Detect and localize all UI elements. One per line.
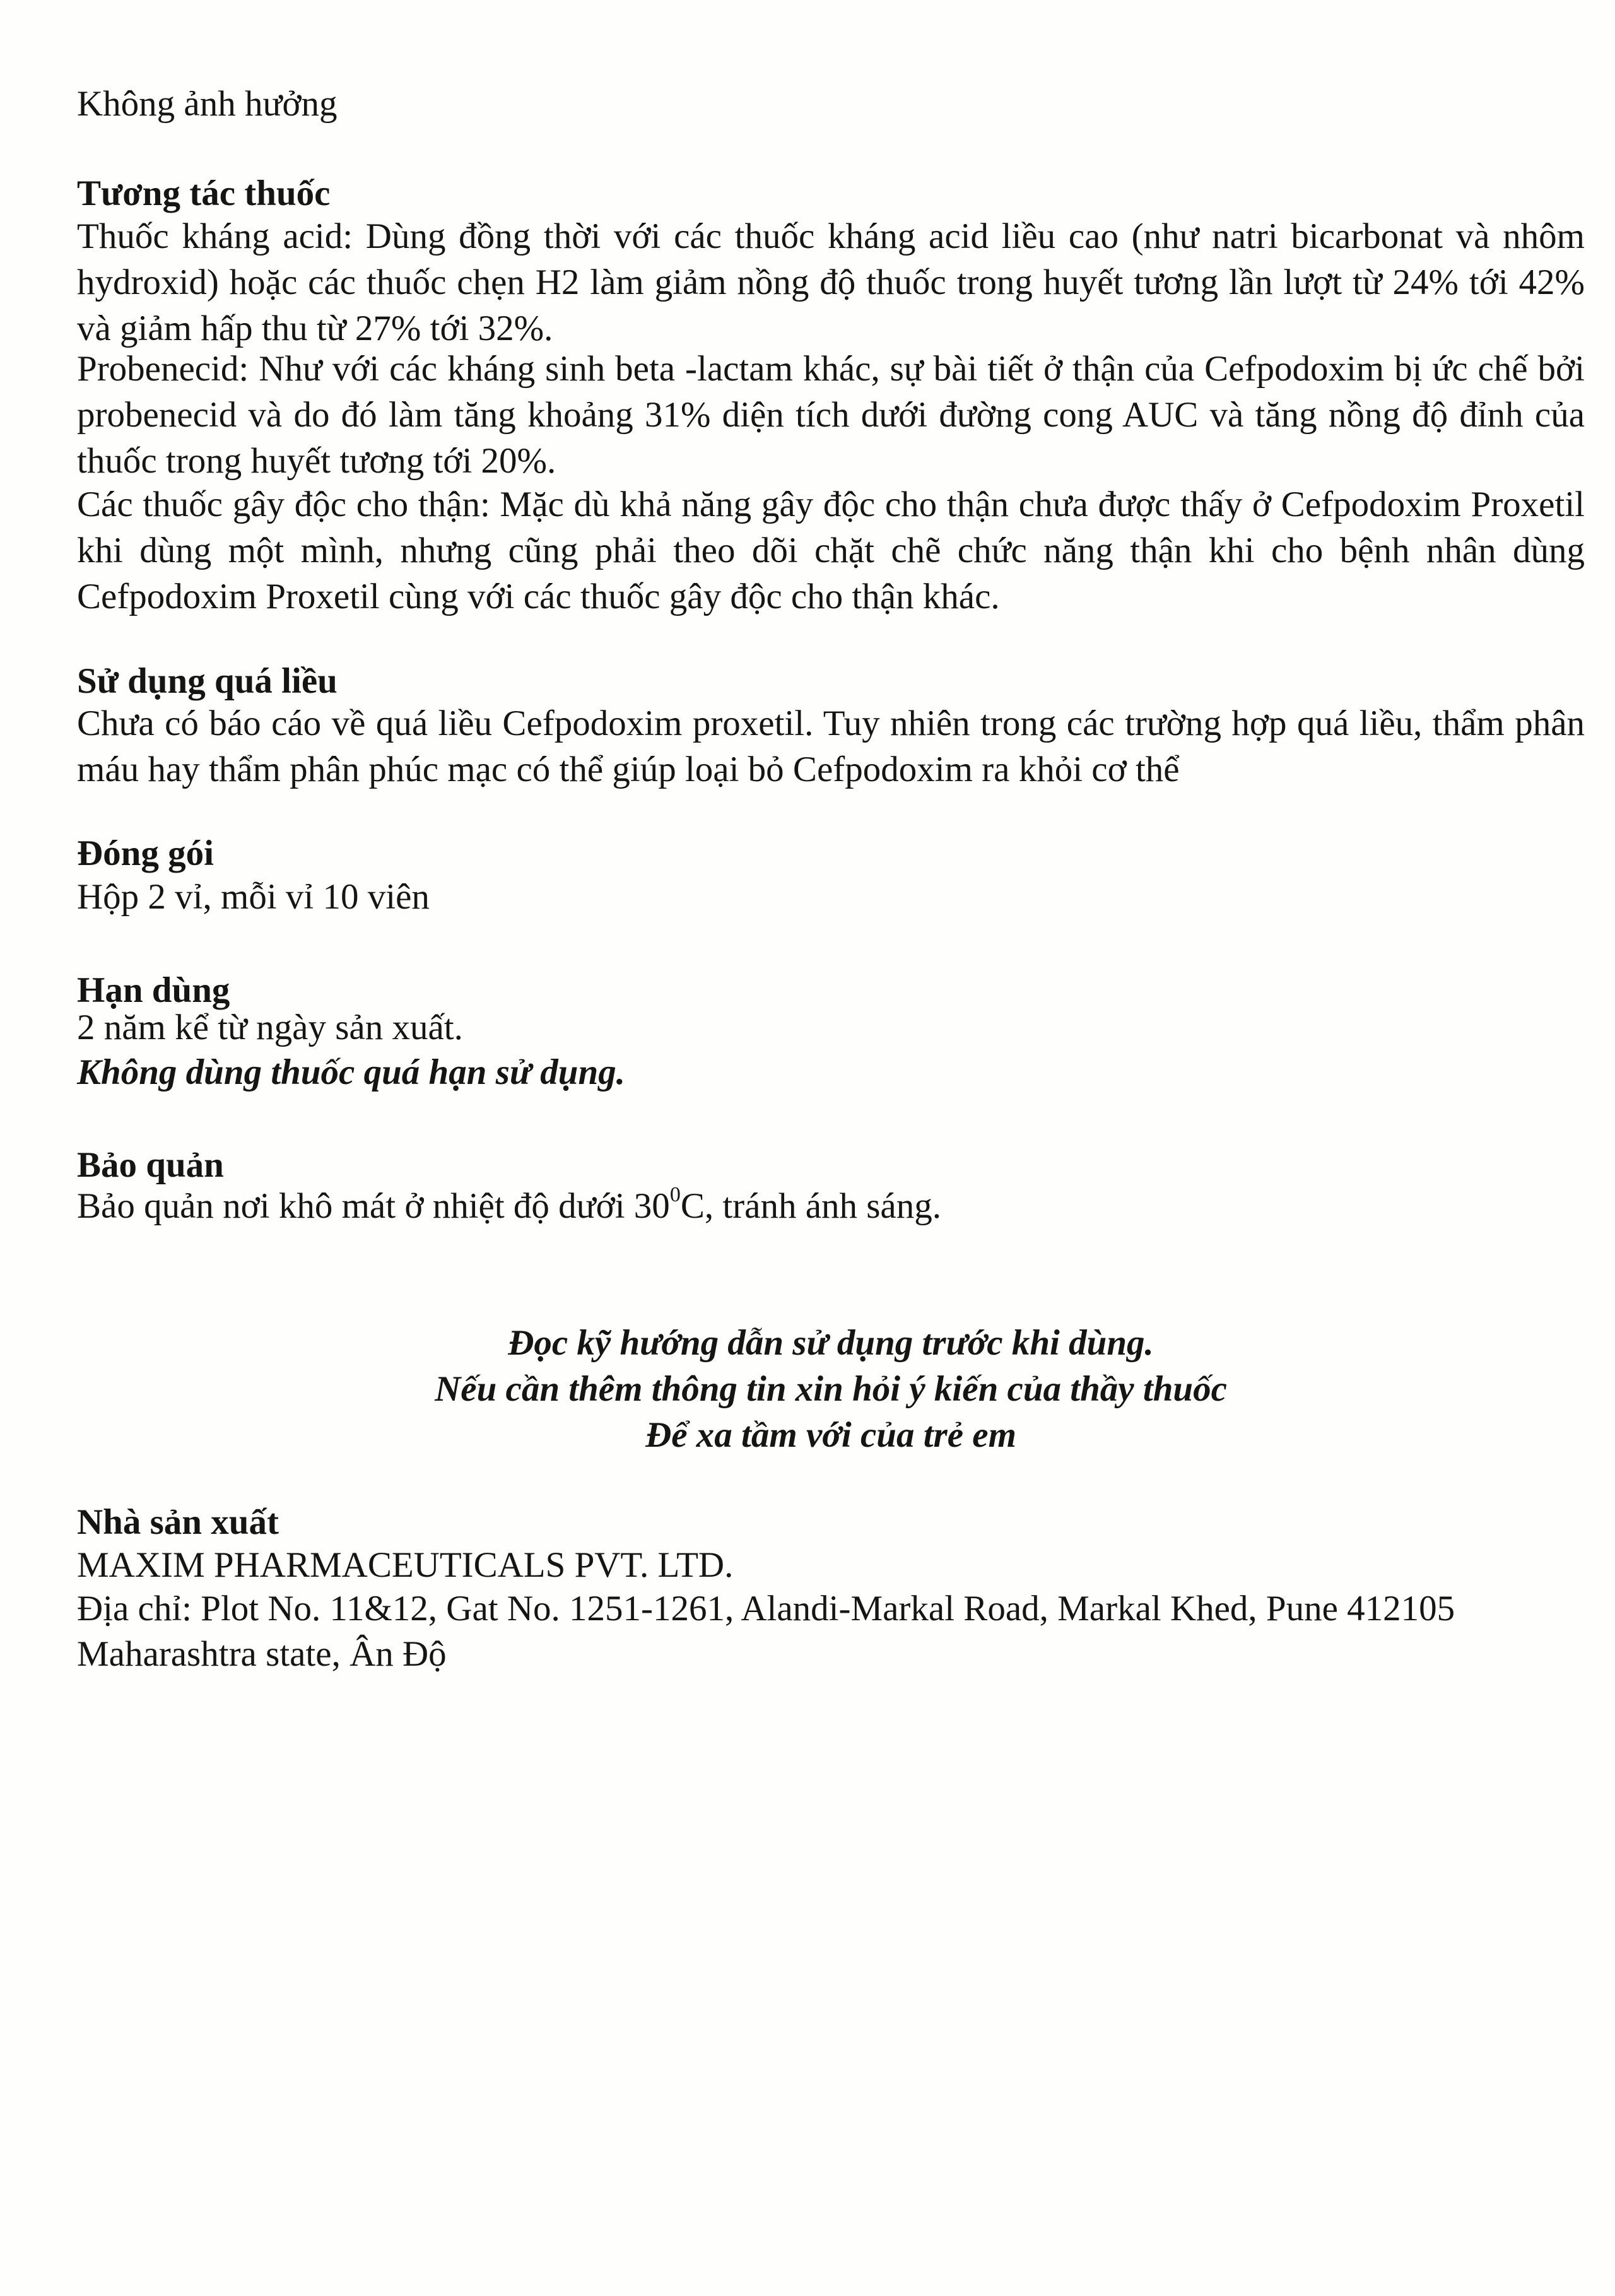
section-heading-overdose: Sử dụng quá liều bbox=[77, 661, 338, 701]
usage-notices bbox=[77, 1320, 1585, 1458]
storage-text-after-superscript: C, tránh ánh sáng. bbox=[680, 1186, 941, 1226]
section-heading-storage: Bảo quản bbox=[77, 1145, 224, 1185]
notice-read-instructions: Đọc kỹ hướng dẫn sử dụng trước khi dùng. bbox=[508, 1323, 1154, 1363]
manufacturer-address-line2: Maharashtra state, Ân Độ bbox=[77, 1634, 447, 1674]
storage-text-before-superscript: Bảo quản nơi khô mát ở nhiệt độ dưới 30 bbox=[77, 1186, 670, 1226]
manufacturer-name: MAXIM PHARMACEUTICALS PVT. LTD. bbox=[77, 1545, 734, 1585]
paragraph-antacids: Thuốc kháng acid: Dùng đồng thời với các thuốc kháng acid liều cao (như natri bicarbonat và nhôm hydroxid) hoặc các thuốc chẹn H2 làm giảm nồng độ thuốc trong huyết tương lần lượt từ 24% tới 42% và giảm hấp thu từ 27% tới 32%. bbox=[77, 216, 1585, 348]
manufacturer-address-line1: Địa chỉ: Plot No. 11&12, Gat No. 1251-1261, Alandi-Markal Road, Markal Khed, Pune 412105 bbox=[77, 1589, 1455, 1628]
notice-keep-away-children: Để xa tầm với của trẻ em bbox=[645, 1415, 1016, 1455]
intro-line: Không ảnh hưởng bbox=[77, 84, 338, 124]
notice-ask-doctor: Nếu cần thêm thông tin xin hỏi ý kiến của thầy thuốc bbox=[435, 1369, 1227, 1409]
paragraph-nephrotoxic: Các thuốc gây độc cho thận: Mặc dù khả năng gây độc cho thận chưa được thấy ở Cefpodoxim Proxetil khi dùng một mình, nhưng cũng phải theo dõi chặt chẽ chức năng thận khi cho bệnh nhân dùng Cefpodoxim Proxetil cùng với các thuốc gây độc cho thận khác. bbox=[77, 485, 1585, 616]
section-heading-interactions: Tương tác thuốc bbox=[77, 174, 331, 213]
temperature-degree-superscript: 0 bbox=[669, 1183, 681, 1206]
section-heading-packaging: Đóng gói bbox=[77, 833, 214, 873]
section-heading-shelf-life: Hạn dùng bbox=[77, 970, 230, 1010]
shelf-life-warning-line: Không dùng thuốc quá hạn sử dụng. bbox=[77, 1052, 625, 1092]
paragraph-probenecid: Probenecid: Như với các kháng sinh beta -lactam khác, sự bài tiết ở thận của Cefpodoxim bị ức chế bởi probenecid và do đó làm tăng khoảng 31% diện tích dưới đường cong AUC và tăng nồng độ đỉnh của thuốc trong huyết tương tới 20%. bbox=[77, 349, 1585, 481]
shelf-life-duration-line: 2 năm kể từ ngày sản xuất. bbox=[77, 1008, 463, 1047]
section-heading-manufacturer: Nhà sản xuất bbox=[77, 1502, 279, 1542]
storage-line bbox=[77, 1183, 1585, 1229]
paragraph-overdose: Chưa có báo cáo về quá liều Cefpodoxim proxetil. Tuy nhiên trong các trường hợp quá liều, thẩm phân máu hay thẩm phân phúc mạc có thể giúp loại bỏ Cefpodoxim ra khỏi cơ thể bbox=[77, 704, 1585, 789]
packaging-line: Hộp 2 vỉ, mỗi vỉ 10 viên bbox=[77, 877, 430, 917]
